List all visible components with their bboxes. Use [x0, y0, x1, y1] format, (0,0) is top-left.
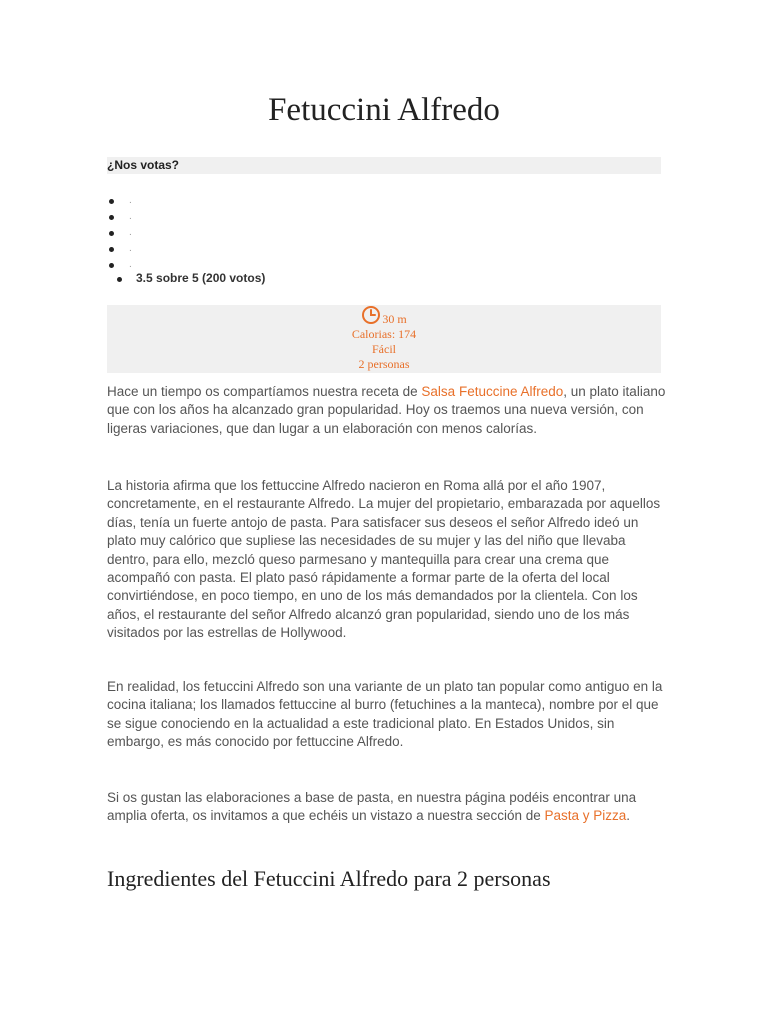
clock-icon [361, 305, 381, 325]
star-rating-mark: . [129, 211, 132, 222]
bullet-icon [109, 247, 114, 252]
reality-paragraph: En realidad, los fetuccini Alfredo son una variante de un plato tan popular como antiguo en la cocina italiana; los llamados fettuccine al burro (fetuchines a la manteca), nombre por el que se sigue conociendo en la actualidad a este tradicional plato. En Estados Unidos, sin embargo, es más conocido por fettuccine Alfredo. [107, 679, 663, 750]
difficulty: Fácil [372, 342, 396, 356]
intro-text-start: Hace un tiempo os compartíamos nuestra receta de [107, 384, 422, 399]
star-rating-mark: . [129, 227, 132, 238]
recipe-title: Fetuccini Alfredo [268, 92, 500, 128]
bullet-icon [109, 263, 114, 268]
bullet-icon [109, 215, 114, 220]
prep-time-value: 30 m [382, 312, 407, 326]
intro-text-end: , un plato italiano que con los años ha alcanzado gran popularidad. Hoy os traemos una nueva versión, con ligeras variaciones, que dan lugar a un elaboración con menos calorías. [107, 384, 666, 436]
ingredients-heading: Ingredientes del Fetuccini Alfredo para 2 personas [107, 866, 551, 891]
salsa-alfredo-link[interactable]: Salsa Fetuccine Alfredo [421, 384, 564, 399]
star-rating-mark: . [129, 259, 132, 270]
bullet-icon [109, 231, 114, 236]
pasta-pizza-link[interactable]: Pasta y Pizza [544, 808, 627, 824]
vote-prompt: ¿Nos votas? [107, 158, 180, 172]
bullet-icon [117, 277, 122, 282]
closing-paragraph [107, 789, 667, 826]
vote-prompt-bar [107, 157, 661, 174]
star-rating-mark: . [129, 243, 132, 254]
history-paragraph: La historia afirma que los fettuccine Alfredo nacieron en Roma allá por el año 1907, concretamente, en el restaurante Alfredo. La mujer del propietario, embarazada por aquellos días, tenía un fuerte antojo de pasta. Para satisfacer sus deseos el señor Alfredo ideó un plato muy calórico que supliese las necesidades de su mujer y las del niño que llevaba dentro, para ello, mezcló queso parmesano y mantequilla para crear una crema que acompañó con pasta. El plato pasó rápidamente a formar parte de la oferta del local convirtiéndose, en poco tiempo, en uno de los más demandados por la clientela. Con los años, el restaurante del señor Alfredo alcanzó gran popularidad, siendo uno de los más visitados por las estrellas de Hollywood. [107, 478, 661, 641]
bullet-icon [109, 199, 114, 204]
recipe-meta-box [107, 305, 661, 373]
calories: Calorias: 174 [351, 327, 417, 341]
closing-text-end: . [626, 808, 631, 824]
prep-time [107, 305, 661, 327]
star-rating-mark: . [129, 195, 132, 206]
intro-paragraph [107, 383, 667, 438]
closing-text-start: Si os gustan las elaboraciones a base de pasta, en nuestra página podéis encontrar una amplia oferta, os invitamos a que echéis un vistazo a nuestra sección de [107, 790, 637, 824]
servings: 2 personas [358, 357, 410, 371]
rating-text: 3.5 sobre 5 (200 votos) [136, 271, 266, 285]
